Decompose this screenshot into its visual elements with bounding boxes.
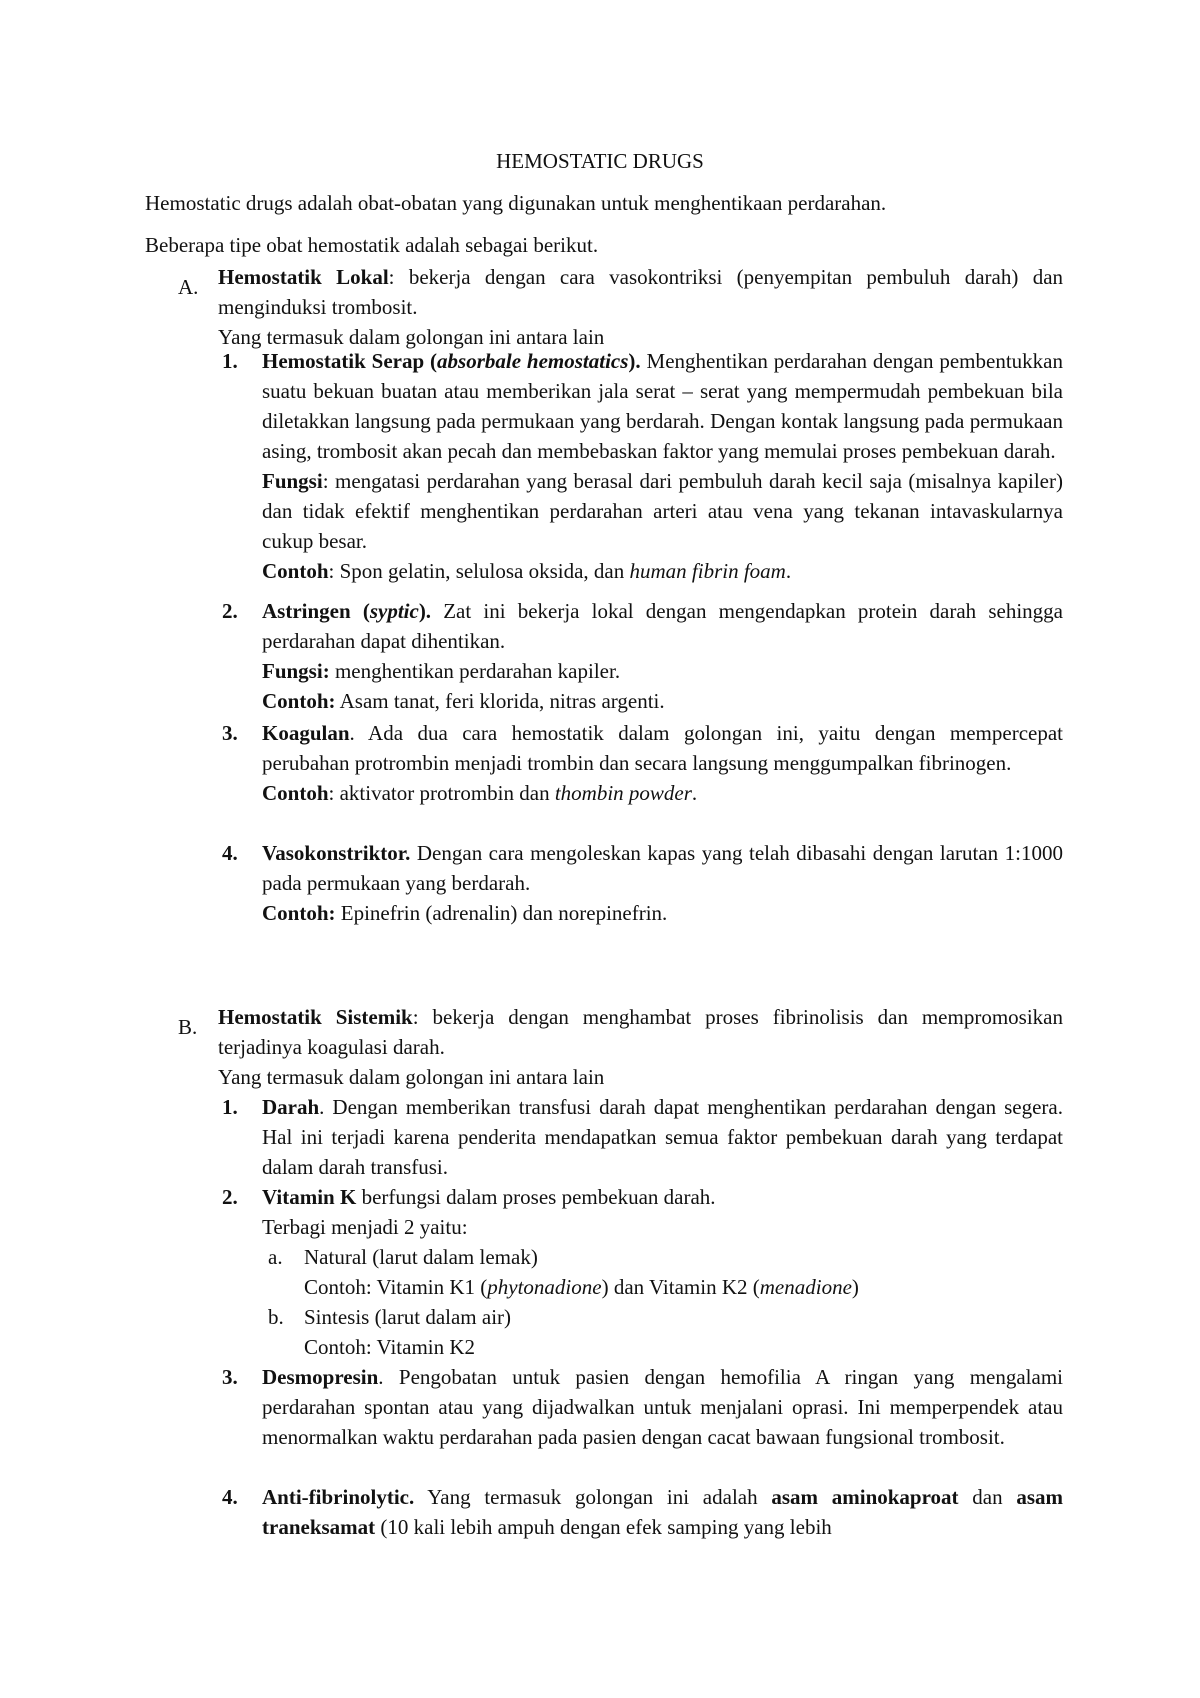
b-item-4-desc [262,1482,1063,1542]
b-item-1 [262,1092,1063,1182]
section-b-desc [218,1002,1063,1062]
a-item-2-fungsi [262,656,1063,686]
a-item-2-desc-text: Zat ini bekerja lokal dengan mengendapkan protein darah sehingga perdarahan dapat dihentikan. [262,599,1063,653]
b-item-2-sub-a-letter: a. [268,1245,283,1269]
a-item-2-paren-close: ). [418,599,432,623]
b-sub-a-contoh-i1: phytonadione [487,1275,602,1299]
b-sub-a-contoh-end: ) [851,1275,859,1299]
b-item-4-name: Anti-fibrinolytic. [262,1485,415,1509]
a-item-4-desc [262,838,1063,898]
a-item-4-number: 4. [222,841,238,865]
a-item-1-desc-text: Menghentikan perdarahan dengan pembentukkan suatu bekuan buatan atau memberikan jala serat – serat yang mempermudah pembekuan bila diletakkan langsung pada permukaan yang berdarah. Dengan kontak langsung pada permukaan asing, trombosit akan pecah dan membebaskan faktor yang memulai proses pembekuan darah. [262,349,1063,463]
b-item-2-number: 2. [222,1185,238,1209]
a-item-1-contoh-text: : Spon gelatin, selulosa oksida, dan [328,559,630,583]
a-item-3-contoh-label: Contoh [262,781,329,805]
intro-line-2: Beberapa tipe obat hemostatik adalah sebagai berikut. [145,233,599,257]
b-item-3-desc-text: . Pengobatan untuk pasien dengan hemofilia A ringan yang mengalami perdarahan spontan atau yang dijadwalkan untuk menjalani oprasi. Ini memperpendek atau menormalkan waktu perdarahan pada pasien dengan cacat bawaan fungsional trombosit. [262,1365,1063,1449]
section-a-block [218,262,1063,352]
a-item-1-fungsi [262,466,1063,556]
a-item-2-fungsi-label: Fungsi: [262,659,330,683]
a-item-1 [262,346,1063,586]
a-item-3-name: Koagulan [262,721,350,745]
a-item-1-desc [262,346,1063,466]
b-item-4-end: (10 kali lebih ampuh dengan efek samping yang lebih [375,1515,832,1539]
b-item-3-number: 3. [222,1365,238,1389]
b-item-4-bold1: asam aminokaproat [771,1485,959,1509]
intro-line-1: Hemostatic drugs adalah obat-obatan yang digunakan untuk menghentikaan perdarahan. [145,191,887,215]
a-item-1-contoh-italic: human fibrin foam [629,559,786,583]
b-item-2-sub-b [304,1302,1063,1362]
section-b-list-intro: Yang termasuk dalam golongan ini antara lain [218,1065,605,1089]
a-item-3-contoh-text: : aktivator protrombin dan [328,781,555,805]
b-sub-a-contoh-i2: menadione [759,1275,852,1299]
a-item-4-name: Vasokonstriktor. [262,841,411,865]
a-item-2-paren-open: ( [350,599,370,623]
a-item-1-contoh [262,556,1063,586]
a-item-2-term: syptic [369,599,419,623]
b-item-2-sub-a [304,1242,1063,1302]
a-item-3-contoh-italic: thombin powder [554,781,692,805]
a-item-2-name: Astringen [262,599,351,623]
section-b-desc-text: : bekerja dengan menghambat proses fibrinolisis dan mempromosikan terjadinya koagulasi darah. [218,1005,1063,1059]
section-a-heading: Hemostatik Lokal [218,265,389,289]
section-a-list-intro: Yang termasuk dalam golongan ini antara lain [218,325,605,349]
b-item-1-number: 1. [222,1095,238,1119]
b-item-1-name: Darah [262,1095,320,1119]
a-item-4-contoh-label: Contoh: [262,901,336,925]
b-item-4-bold2: asam traneksamat [262,1485,1064,1539]
section-a-desc-text: : bekerja dengan cara vasokontriksi (penyempitan pembuluh darah) dan menginduksi trombosit. [218,265,1064,319]
a-item-2-desc [262,596,1063,656]
section-a-desc [218,262,1063,322]
a-item-2-contoh [262,686,1063,716]
a-item-2-contoh-label: Contoh: [262,689,336,713]
b-item-2-extra: Terbagi menjadi 2 yaitu: [262,1215,468,1239]
b-sub-a-contoh-mid: ) dan Vitamin K2 ( [601,1275,760,1299]
b-item-3 [262,1362,1063,1452]
b-item-3-desc [262,1362,1063,1452]
a-item-1-name: Hemostatik Serap [262,349,425,373]
b-item-4-number: 4. [222,1485,238,1509]
b-item-4-desc-text: Yang termasuk golongan ini adalah [414,1485,772,1509]
a-item-2-number: 2. [222,599,238,623]
a-item-3-desc [262,718,1063,778]
b-item-3-name: Desmopresin [262,1365,379,1389]
a-item-2-contoh-text: Asam tanat, feri klorida, nitras argenti. [335,689,665,713]
a-item-1-contoh-end: . [785,559,792,583]
b-item-2-name: Vitamin K [262,1185,357,1209]
a-item-1-paren-close: ). [628,349,641,373]
a-item-3-contoh-end: . [691,781,698,805]
a-item-3-desc-text: . Ada dua cara hemostatik dalam golongan ini, yaitu dengan mempercepat perubahan protrombin menjadi trombin dan secara langsung menggumpalkan fibrinogen. [262,721,1063,775]
section-a-letter: A. [178,275,199,299]
page-title: HEMOSTATIC DRUGS [496,149,704,173]
b-item-4-mid: dan [958,1485,1017,1509]
section-b-letter: B. [178,1015,198,1039]
b-item-2-sub-b-letter: b. [268,1305,284,1329]
a-item-3-number: 3. [222,721,238,745]
a-item-1-contoh-label: Contoh [262,559,329,583]
a-item-4 [262,838,1063,928]
b-sub-a-contoh-pre: Contoh: Vitamin K1 ( [304,1275,488,1299]
a-item-1-paren-open: ( [424,349,438,373]
a-item-1-number: 1. [222,349,238,373]
a-item-1-fungsi-label: Fungsi [262,469,323,493]
b-item-2-sub-a-contoh [304,1272,1063,1302]
b-item-2-sub-b-text: Sintesis (larut dalam air) [304,1305,512,1329]
a-item-3 [262,718,1063,808]
a-item-1-fungsi-text: : mengatasi perdarahan yang berasal dari pembuluh darah kecil saja (misalnya kapiler) dan tidak efektif menghentikan perdarahan arteri atau vena yang tekanan intavaskularnya cukup besar. [262,469,1063,553]
a-item-3-contoh [262,778,1063,808]
a-item-4-contoh-text: Epinefrin (adrenalin) dan norepinefrin. [335,901,668,925]
a-item-2 [262,596,1063,716]
a-item-4-contoh [262,898,1063,928]
section-b-block [218,1002,1063,1092]
b-item-2-desc-text: berfungsi dalam proses pembekuan darah. [356,1185,716,1209]
b-item-4 [262,1482,1063,1542]
a-item-4-desc-text: Dengan cara mengoleskan kapas yang telah dibasahi dengan larutan 1:1000 pada permukaan yang berdarah. [262,841,1063,895]
b-item-2-desc [262,1182,1063,1212]
b-item-2 [262,1182,1063,1242]
a-item-1-term: absorbale hemostatics [437,349,629,373]
a-item-2-fungsi-text: menghentikan perdarahan kapiler. [329,659,621,683]
b-item-2-sub-b-contoh: Contoh: Vitamin K2 [304,1335,476,1359]
b-item-2-sub-a-text: Natural (larut dalam lemak) [304,1245,538,1269]
b-item-1-desc [262,1092,1063,1182]
section-b-heading: Hemostatik Sistemik [218,1005,413,1029]
b-item-1-desc-text: . Dengan memberikan transfusi darah dapat menghentikan perdarahan dengan segera. Hal ini terjadi karena penderita mendapatkan semua faktor pembekuan darah yang terdapat dalam darah transfusi. [262,1095,1063,1179]
